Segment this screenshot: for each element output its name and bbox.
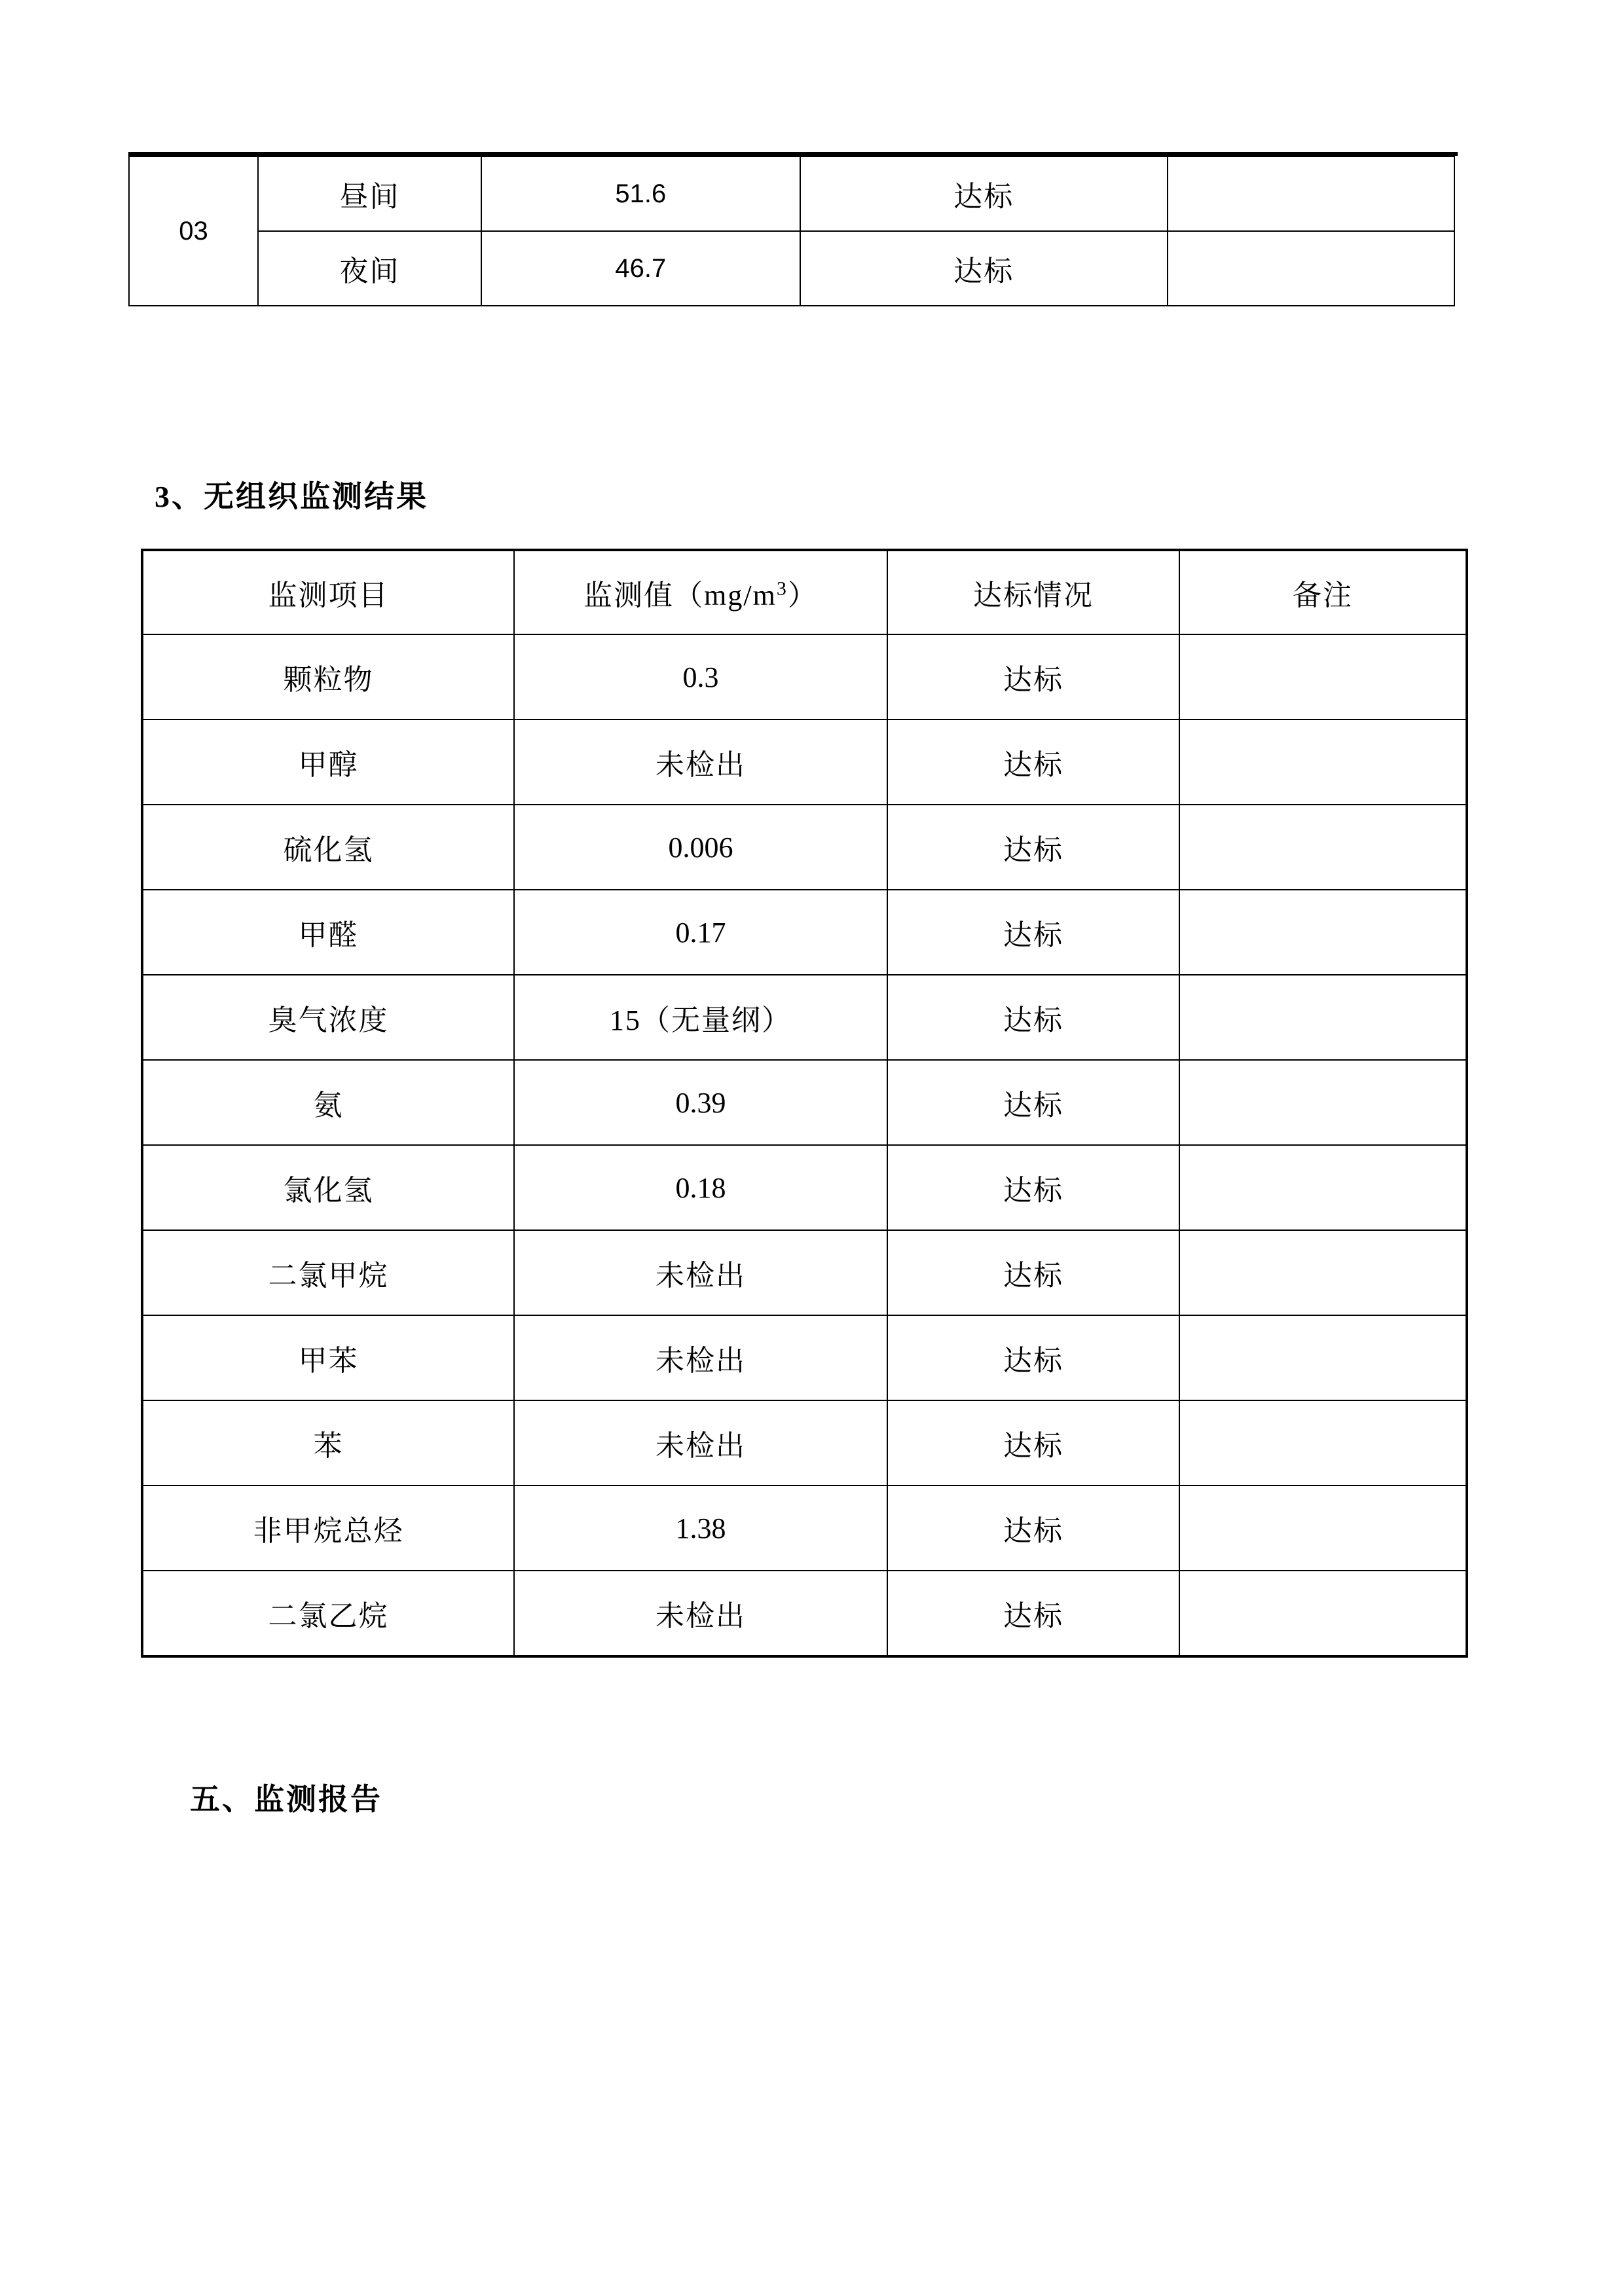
value-cell: 0.17 [514, 890, 887, 975]
remark-cell [1179, 975, 1467, 1060]
section-heading-5-index: 五、 [190, 1783, 254, 1816]
table-row [142, 975, 1467, 1060]
remark-cell [1179, 1571, 1467, 1656]
value-cell: 1.38 [514, 1485, 887, 1571]
value-cell: 0.18 [514, 1145, 887, 1230]
table-row [142, 1400, 1467, 1485]
compliance-cell-day: 达标 [800, 156, 1168, 231]
table-row [142, 890, 1467, 975]
compliance-cell-night: 达标 [800, 231, 1168, 306]
status-cell: 达标 [887, 1400, 1179, 1485]
table-header-row [142, 550, 1467, 634]
item-cell: 颗粒物 [142, 634, 514, 720]
table-row [142, 720, 1467, 805]
status-cell: 达标 [887, 1060, 1179, 1145]
value-cell: 0.006 [514, 805, 887, 890]
remark-cell [1179, 1230, 1467, 1315]
value-cell-night: 46.7 [481, 231, 800, 306]
item-cell: 氯化氢 [142, 1145, 514, 1230]
remark-cell [1179, 1060, 1467, 1145]
table-row [142, 1315, 1467, 1400]
item-cell: 甲醛 [142, 890, 514, 975]
status-cell: 达标 [887, 805, 1179, 890]
remark-cell [1179, 1315, 1467, 1400]
header-value-suffix: ） [787, 579, 818, 611]
status-cell: 达标 [887, 1485, 1179, 1571]
status-cell: 达标 [887, 1145, 1179, 1230]
table-row [142, 1060, 1467, 1145]
table-row [142, 1230, 1467, 1315]
header-status: 达标情况 [887, 550, 1179, 634]
section-heading-3 [155, 473, 428, 516]
table-row [129, 156, 1454, 231]
section-heading-5-text: 监测报告 [254, 1783, 382, 1816]
section-heading-3-text: 无组织监测结果 [204, 480, 428, 513]
table-body [142, 550, 1467, 1656]
remark-cell-night [1168, 231, 1454, 306]
remark-cell [1179, 805, 1467, 890]
value-cell: 15（无量纲） [514, 975, 887, 1060]
item-cell: 甲苯 [142, 1315, 514, 1400]
noise-monitoring-table [128, 156, 1455, 306]
status-cell: 达标 [887, 1315, 1179, 1400]
item-cell: 臭气浓度 [142, 975, 514, 1060]
remark-cell [1179, 1400, 1467, 1485]
remark-cell [1179, 634, 1467, 720]
period-cell-day: 昼间 [258, 156, 481, 231]
table-row [142, 1145, 1467, 1230]
remark-cell [1179, 720, 1467, 805]
table-row [142, 634, 1467, 720]
item-cell: 氨 [142, 1060, 514, 1145]
table-row [129, 231, 1454, 306]
status-cell: 达标 [887, 975, 1179, 1060]
item-cell: 非甲烷总烃 [142, 1485, 514, 1571]
status-cell: 达标 [887, 1571, 1179, 1656]
header-value-superscript: 3 [776, 577, 788, 600]
header-value-prefix: 监测值（mg/m [583, 579, 777, 611]
remark-cell [1179, 890, 1467, 975]
table-row [142, 1485, 1467, 1571]
section-heading-5 [190, 1776, 382, 1819]
point-id-cell: 03 [129, 156, 258, 306]
table-row [142, 1571, 1467, 1656]
unorganized-emission-table [141, 549, 1468, 1658]
value-cell: 0.3 [514, 634, 887, 720]
period-cell-night: 夜间 [258, 231, 481, 306]
table-row [142, 805, 1467, 890]
item-cell: 二氯甲烷 [142, 1230, 514, 1315]
item-cell: 苯 [142, 1400, 514, 1485]
item-cell: 二氯乙烷 [142, 1571, 514, 1656]
item-cell: 硫化氢 [142, 805, 514, 890]
header-value [514, 550, 887, 634]
item-cell: 甲醇 [142, 720, 514, 805]
remark-cell [1179, 1485, 1467, 1571]
section-heading-3-index: 3、 [155, 480, 204, 513]
value-cell: 0.39 [514, 1060, 887, 1145]
value-cell: 未检出 [514, 1571, 887, 1656]
value-cell-day: 51.6 [481, 156, 800, 231]
status-cell: 达标 [887, 890, 1179, 975]
header-remark: 备注 [1179, 550, 1467, 634]
remark-cell [1179, 1145, 1467, 1230]
status-cell: 达标 [887, 634, 1179, 720]
status-cell: 达标 [887, 720, 1179, 805]
value-cell: 未检出 [514, 1400, 887, 1485]
status-cell: 达标 [887, 1230, 1179, 1315]
remark-cell-day [1168, 156, 1454, 231]
value-cell: 未检出 [514, 1315, 887, 1400]
value-cell: 未检出 [514, 720, 887, 805]
header-item: 监测项目 [142, 550, 514, 634]
value-cell: 未检出 [514, 1230, 887, 1315]
